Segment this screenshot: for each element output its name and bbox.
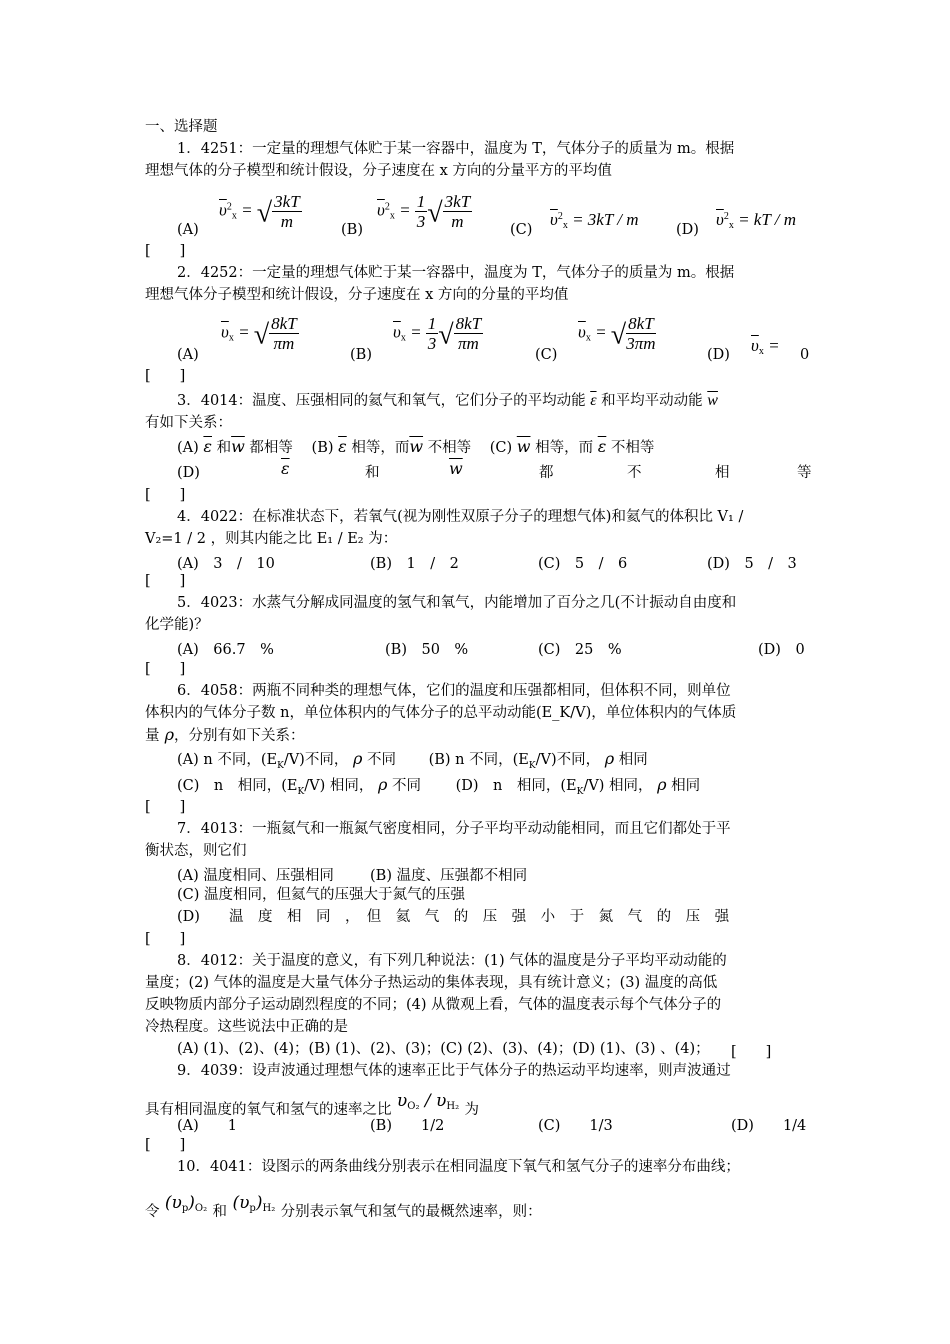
q4-line2: V₂=1 / 2 ，则其内能之比 E₁ / E₂ 为： — [145, 531, 398, 547]
q2-option-b-label: (B) — [350, 347, 372, 363]
q8-line4: 冷热程度。这些说法中正确的是 — [145, 1019, 348, 1035]
q5-line2: 化学能)？ — [145, 617, 209, 633]
q1-option-b-label: (B) — [341, 222, 363, 238]
q1-line2: 理想气体的分子模型和统计假设，分子速度在 x 方向的分量平方的平均值 — [145, 163, 612, 179]
q8-line3: 反映物质内部分子运动剧烈程度的不同；(4) 从微观上看，气体的温度表示每个气体分子的 — [145, 997, 722, 1013]
q7-option-c: (C) 温度相同，但氦气的压强大于氮气的压强 — [177, 887, 466, 903]
q8-options: (A) (1)、(2)、(4)；(B) (1)、(2)、(3)；(C) (2)、(3)、(4)；(D) (1)、(3) 、(4)； — [177, 1041, 710, 1057]
q6-options-ab: (A) n 不同，$(E_K/V)$不同， ρ 不同 (B) n 不同，$(E_K/V)$不同， ρ 相同 — [177, 749, 648, 771]
q5-line1: 5．4023：水蒸气分解成同温度的氢气和氧气，内能增加了百分之几(不计振动自由度和 — [177, 595, 737, 611]
q5-option-a: (A) 66.7 % — [177, 642, 274, 658]
q8-line2: 量度；(2) 气体的温度是大量气体分子热运动的集体表现，具有统计意义；(3) 温度的高低 — [145, 975, 718, 991]
q1-formula-b: $\overline{\upsilon}^2_x$ = $\frac{1}{3}$ √ $\frac{3kT}{m}$ — [377, 192, 471, 231]
q6-line1: 6．4058：两瓶不同种类的理想气体，它们的温度和压强都相同，但体积不同，则单位 — [177, 683, 731, 699]
q2-option-d-label: (D) — [707, 347, 730, 363]
q9-answer-bracket: [ ] — [145, 1137, 186, 1153]
q7-option-b: (B) 温度、压强都不相同 — [370, 868, 528, 884]
q1-option-d-label: (D) — [676, 222, 699, 238]
q4-option-a: (A) 3 / 10 — [177, 556, 275, 572]
q6-line3: 量 ρ，分别有如下关系： — [145, 725, 305, 744]
q10-line1: 10．4041：设图示的两条曲线分别表示在相同温度下氧气和氢气分子的速率分布曲线； — [177, 1159, 740, 1175]
q2-answer-bracket: [ ] — [145, 368, 186, 384]
q4-line1: 4．4022：在标准状态下，若氧气(视为刚性双原子分子的理想气体)和氦气的体积比 V₁ / — [177, 509, 744, 525]
q5-answer-bracket: [ ] — [145, 661, 186, 677]
q4-option-d: (D) 5 / 3 — [707, 556, 797, 572]
q7-option-d: (D) 温 度 相 同 ， 但 氦 气 的 压 强 小 于 氮 气 的 压 强 — [177, 909, 730, 925]
q2-line2: 理想气体分子模型和统计假设，分子速度在 x 方向的分量的平均值 — [145, 287, 569, 303]
w-bar-symbol: $\overline{w}$ — [707, 392, 718, 409]
q5-option-b: (B) 50 % — [385, 642, 469, 658]
q1-formula-a: $\overline{\upsilon}^2_x$ = √ $\frac{3kT}{m}$ — [219, 192, 300, 231]
q6-line2: 体积内的气体分子数 n，单位体积内的气体分子的总平动动能(E_K/V)，单位体积内的气体质 — [145, 705, 737, 721]
q7-answer-bracket: [ ] — [145, 931, 186, 947]
q7-line2: 衡状态，则它们 — [145, 843, 247, 859]
q9-option-c: (C) 1/3 — [538, 1118, 613, 1134]
q1-option-c-label: (C) — [510, 222, 533, 238]
q7-option-a: (A) 温度相同、压强相同 — [177, 868, 334, 884]
q2-option-c-label: (C) — [535, 347, 558, 363]
q3-line1: 3．4014：温度、压强相同的氦气和氧气，它们分子的平均动能 $\overline{\varepsilon}$ 和平均平动动能 $\overline{w}$ — [177, 392, 718, 409]
q2-option-d-value: 0 — [800, 347, 810, 363]
q10-line2: 令 $(\upsilon_p)_{O_2}$ 和 $(\upsilon_p)_{H_2}$ 分别表示氧气和氢气的最概然速率，则： — [145, 1193, 542, 1220]
q2-formula-b: $\overline{\upsilon}_x$ = $\frac{1}{3}$ √ $\frac{8kT}{\pi m}$ — [393, 314, 482, 353]
q2-formula-d: $\overline{\upsilon}_x$ = — [751, 336, 780, 357]
q6-answer-bracket: [ ] — [145, 799, 186, 815]
q8-line1: 8．4012：关于温度的意义，有下列几种说法：(1) 气体的温度是分子平均平动动能的 — [177, 953, 727, 969]
q3-options-abc: (A) $\overline{\varepsilon}$ 和$\overline{w}$ 都相等 (B) $\overline{\varepsilon}$ 相等，而$\overline{w}$ 不相等 (C) $\overline{w}$ 相等，而 $\overline{\varepsilon}$ 不相等 — [177, 437, 655, 456]
q1-formula-d: $\overline{\upsilon}^2_x$ = kT / m — [716, 210, 796, 231]
q9-option-b: (B) 1/2 — [370, 1118, 445, 1134]
q3-line2: 有如下关系： — [145, 415, 232, 431]
epsilon-bar-symbol: $\overline{\varepsilon}$ — [590, 392, 597, 409]
q9-line1: 9．4039：设声波通过理想气体的速率正比于气体分子的热运动平均速率，则声波通过 — [177, 1063, 731, 1079]
q4-answer-bracket: [ ] — [145, 573, 186, 589]
q1-line1: 1．4251：一定量的理想气体贮于某一容器中，温度为 T，气体分子的质量为 m。根据 — [177, 141, 735, 157]
q7-line1: 7．4013：一瓶氦气和一瓶氮气密度相同，分子平均平动动能相同，而且它们都处于平 — [177, 821, 731, 837]
q2-line1: 2．4252：一定量的理想气体贮于某一容器中，温度为 T，气体分子的质量为 m。根据 — [177, 265, 735, 281]
q9-option-d: (D) 1/4 — [731, 1118, 807, 1134]
q6-options-cd: (C) n 相同，$(E_K/V)$ 相同， ρ 不同 (D) n 相同，$(E_K/V)$ 相同， ρ 相同 — [177, 775, 701, 797]
q1-option-a-label: (A) — [177, 222, 199, 238]
q5-option-d: (D) 0 — [758, 642, 805, 658]
q5-option-c: (C) 25 % — [538, 642, 622, 658]
q3-answer-bracket: [ ] — [145, 487, 186, 503]
q4-option-c: (C) 5 / 6 — [538, 556, 628, 572]
q2-formula-a: $\overline{\upsilon}_x$ = √ $\frac{8kT}{\pi m}$ — [221, 314, 297, 353]
q9-line2: 具有相同温度的氧气和氢气的速率之比 $\upsilon_{O_2} / \upsilon_{H_2}$ 为 — [145, 1091, 479, 1118]
q8-answer-bracket: [ ] — [731, 1044, 772, 1060]
q2-formula-c: $\overline{\upsilon}_x$ = √ $\frac{8kT}{3\pi m}$ — [578, 314, 656, 353]
q4-option-b: (B) 1 / 2 — [370, 556, 459, 572]
q1-answer-bracket: [ ] — [145, 243, 186, 259]
q1-formula-c: $\overline{\upsilon}^2_x = 3kT / m$ — [550, 210, 639, 231]
q9-option-a: (A) 1 — [177, 1118, 238, 1134]
q2-option-a-label: (A) — [177, 347, 199, 363]
section-title: 一、选择题 — [145, 119, 218, 135]
